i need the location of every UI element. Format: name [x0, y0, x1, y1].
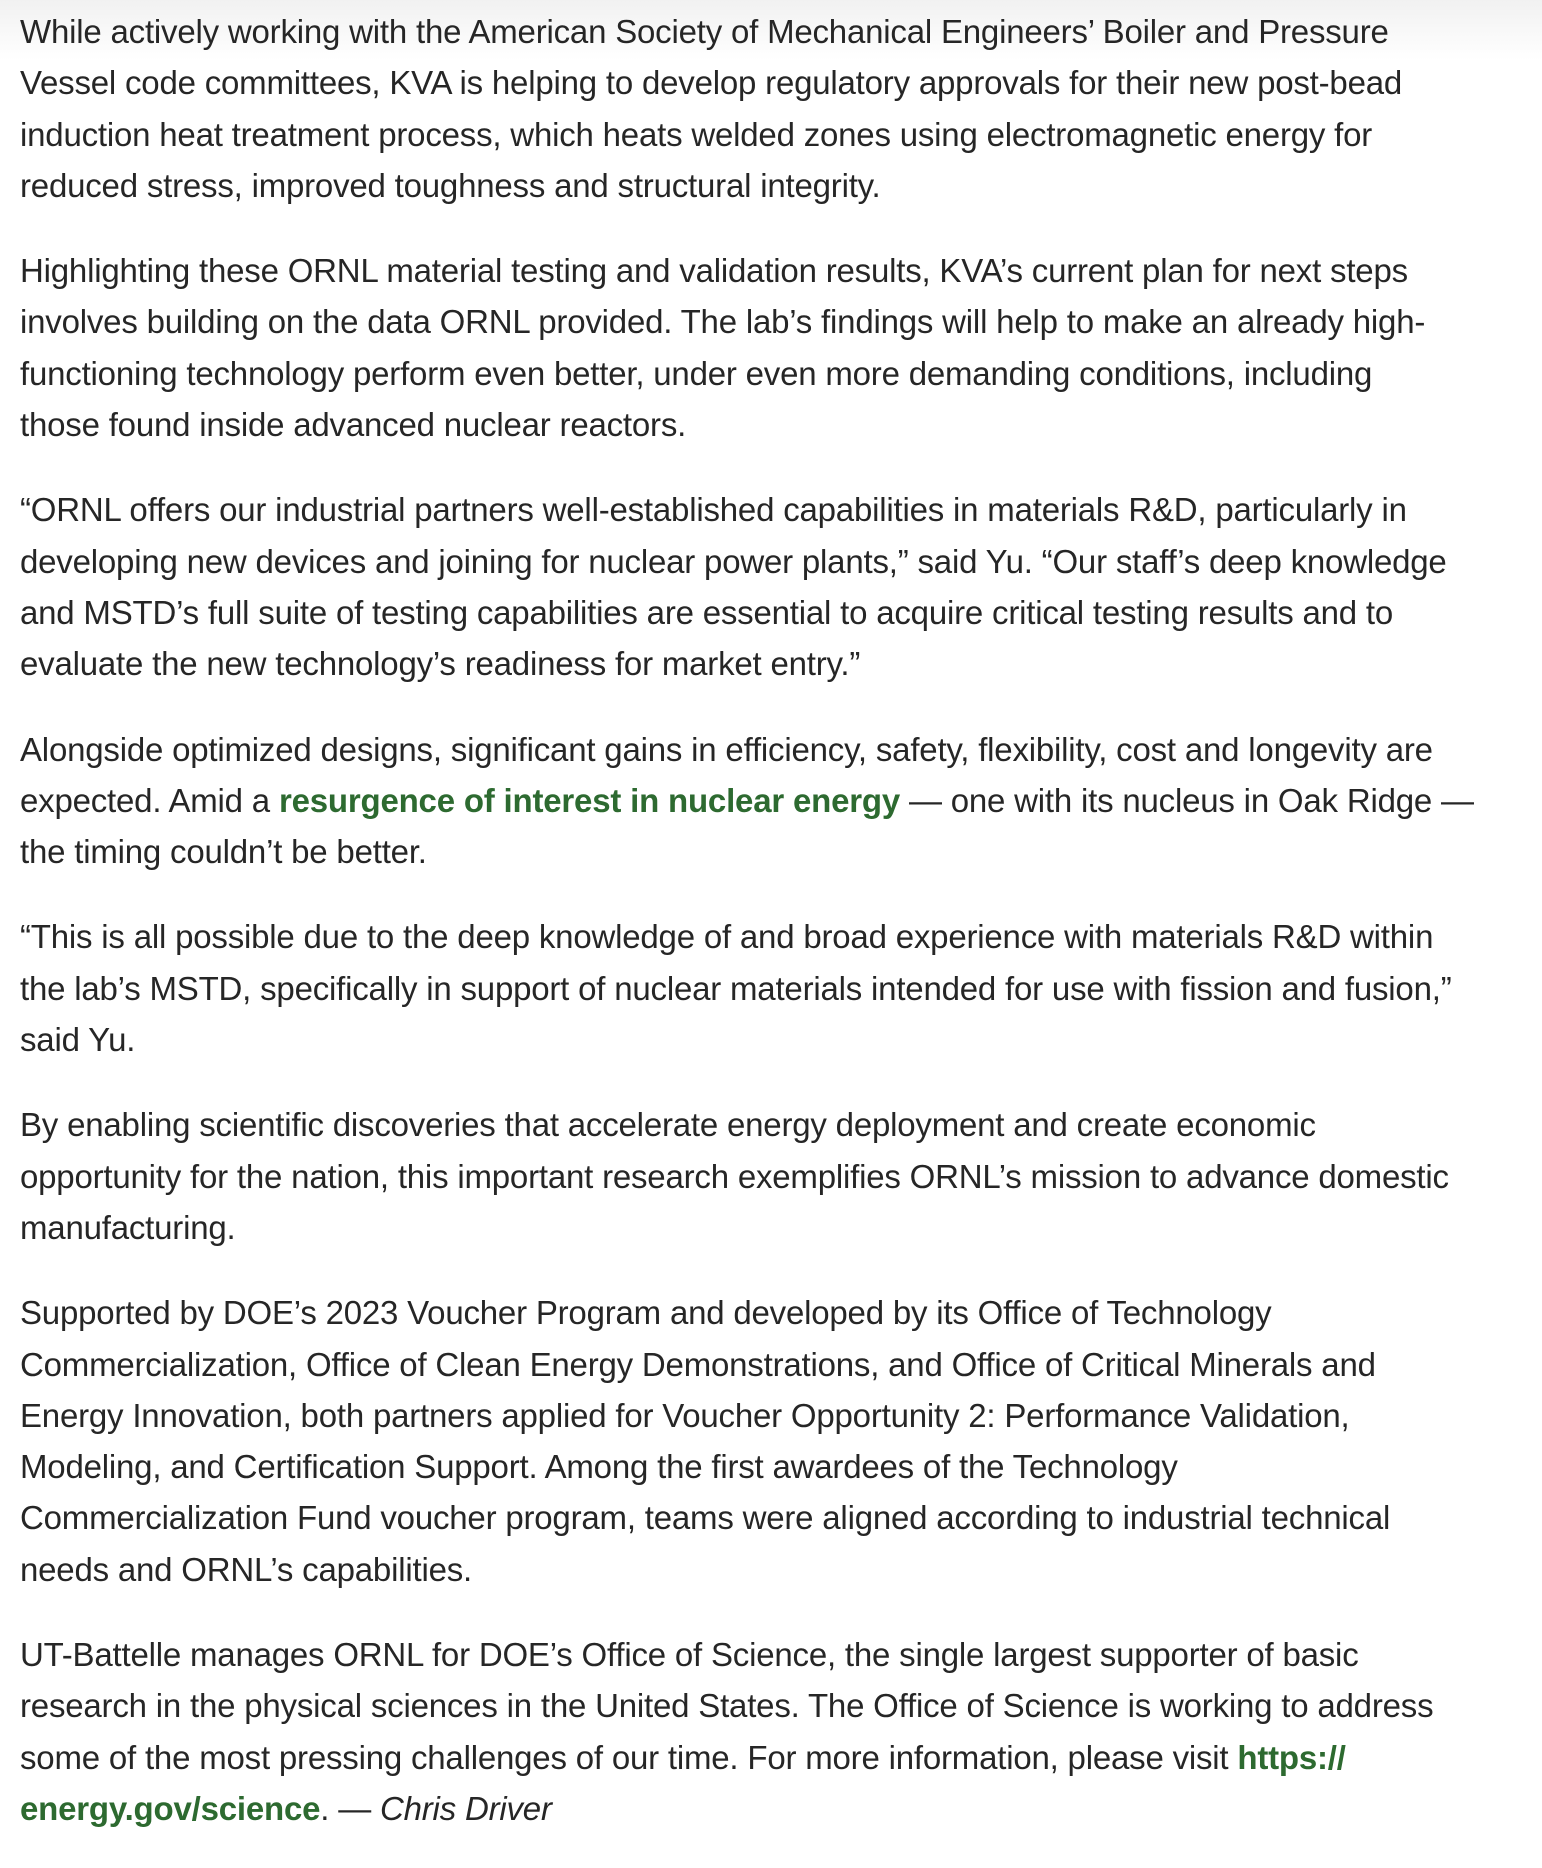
paragraph-next-steps	[20, 245, 1522, 450]
paragraph-yu-quote-2	[20, 911, 1522, 1065]
text-line: “ORNL offers our industrial partners well-established capabilities in materials R&D, particularly in	[20, 491, 1407, 529]
text-line: said Yu.	[20, 1021, 136, 1059]
text-line: those found inside advanced nuclear reactors.	[20, 406, 687, 444]
text-line: By enabling scientific discoveries that accelerate energy deployment and create economic	[20, 1106, 1316, 1144]
text-line: “This is all possible due to the deep knowledge of and broad experience with materials R&D within	[20, 918, 1434, 956]
paragraph-mission	[20, 1099, 1522, 1253]
paragraph-ut-battelle	[20, 1629, 1522, 1834]
text-fragment: . —	[320, 1789, 380, 1827]
text-line: Highlighting these ORNL material testing and validation results, KVA’s current plan for next steps	[20, 252, 1408, 290]
text-fragment: — one with its nucleus in Oak Ridge —	[899, 781, 1474, 819]
text-line: induction heat treatment process, which heats welded zones using electromagnetic energy for	[20, 115, 1373, 153]
text-line: Commercialization Fund voucher program, teams were aligned according to industrial technical	[20, 1499, 1391, 1537]
paragraph-yu-quote-1	[20, 484, 1522, 689]
text-line: and MSTD’s full suite of testing capabilities are essential to acquire critical testing results and to	[20, 593, 1394, 631]
text-line: Supported by DOE’s 2023 Voucher Program and developed by its Office of Technology	[20, 1294, 1272, 1332]
text-line: research in the physical sciences in the United States. The Office of Science is working to address	[20, 1687, 1434, 1725]
energy-gov-science-link-part2[interactable]: energy.gov/science	[20, 1789, 321, 1827]
text-fragment: some of the most pressing challenges of our time. For more information, please visit	[20, 1738, 1238, 1776]
text-line	[20, 1783, 1522, 1834]
text-line: evaluate the new technology’s readiness for market entry.”	[20, 645, 861, 683]
text-line: manufacturing.	[20, 1208, 236, 1246]
text-line: Alongside optimized designs, significant gains in efficiency, safety, flexibility, cost and longevity are	[20, 730, 1433, 768]
text-line: While actively working with the American Society of Mechanical Engineers’ Boiler and Pressure	[20, 13, 1389, 50]
text-line: the timing couldn’t be better.	[20, 833, 427, 871]
text-line: Energy Innovation, both partners applied for Voucher Opportunity 2: Performance Validation,	[20, 1396, 1350, 1434]
author-byline: Chris Driver	[379, 1789, 552, 1827]
text-line: Commercialization, Office of Clean Energy Demonstrations, and Office of Critical Minerals and	[20, 1345, 1376, 1383]
paragraph-asme-code	[20, 6, 1522, 211]
text-line: Modeling, and Certification Support. Among the first awardees of the Technology	[20, 1448, 1178, 1486]
text-line: the lab’s MSTD, specifically in support of nuclear materials intended for use with fission and fusion,”	[20, 969, 1452, 1007]
text-line: functioning technology perform even better, under even more demanding conditions, including	[20, 354, 1373, 392]
energy-gov-science-link-part1[interactable]: https://	[1237, 1738, 1346, 1776]
paragraph-voucher-program	[20, 1287, 1522, 1595]
text-line: opportunity for the nation, this important research exemplifies ORNL’s mission to advance domestic	[20, 1157, 1449, 1195]
resurgence-nuclear-energy-link[interactable]: resurgence of interest in nuclear energy	[278, 781, 900, 819]
text-line: developing new devices and joining for nuclear power plants,” said Yu. “Our staff’s deep knowledge	[20, 542, 1447, 580]
text-line: UT-Battelle manages ORNL for DOE’s Office of Science, the single largest supporter of basic	[20, 1636, 1359, 1674]
text-line: Vessel code committees, KVA is helping to develop regulatory approvals for their new post-bead	[20, 64, 1403, 102]
text-line: needs and ORNL’s capabilities.	[20, 1550, 473, 1588]
text-line: involves building on the data ORNL provided. The lab’s findings will help to make an already high-	[20, 303, 1426, 341]
text-line	[20, 775, 1522, 826]
text-line: reduced stress, improved toughness and structural integrity.	[20, 166, 881, 204]
text-line	[20, 1732, 1522, 1783]
paragraph-resurgence	[20, 724, 1522, 878]
text-fragment: expected. Amid a	[20, 781, 279, 819]
